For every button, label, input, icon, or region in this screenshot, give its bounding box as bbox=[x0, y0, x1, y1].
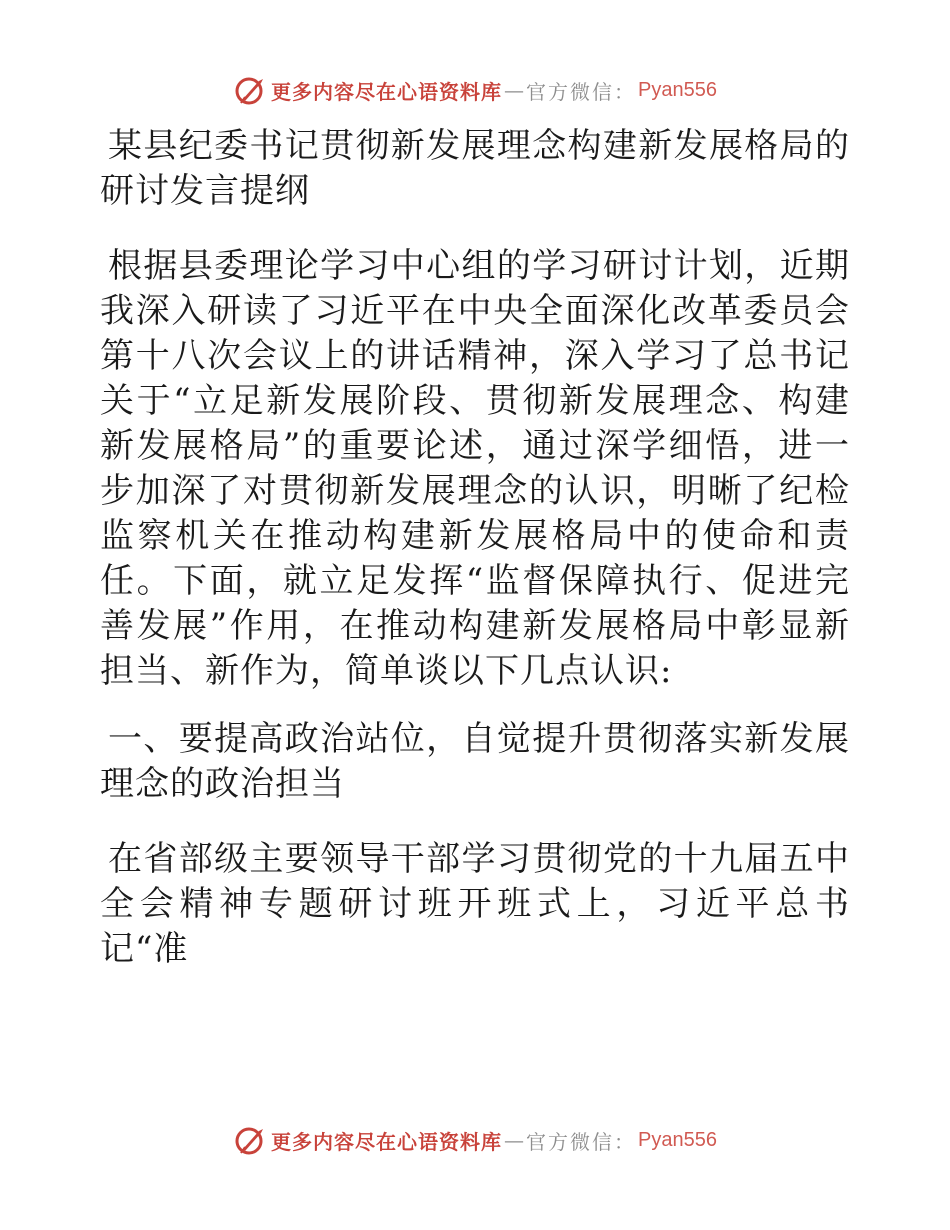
watermark-official-label: 官方微信： bbox=[526, 79, 637, 104]
watermark-banner-bottom bbox=[0, 1120, 950, 1160]
quill-logo-icon bbox=[233, 73, 267, 107]
watermark-account: Pyan556 bbox=[638, 78, 717, 101]
watermark-official-label: 官方微信： bbox=[526, 1129, 637, 1154]
watermark-account: Pyan556 bbox=[638, 1128, 717, 1151]
watermark-brand: 更多内容尽在心语资料库 bbox=[271, 79, 503, 104]
watermark-separator: — bbox=[504, 1128, 525, 1152]
document-body bbox=[100, 124, 850, 972]
quill-logo-icon bbox=[233, 1123, 267, 1157]
watermark-brand: 更多内容尽在心语资料库 bbox=[271, 1129, 503, 1154]
intro-paragraph: 根据县委理论学习中心组的学习研讨计划，近期我深入研读了习近平在中央全面深化改革委员会第十八次会议上的讲话精神，深入学习了总书记关于“立足新发展阶段、贯彻新发展理念、构建新发展格局”的重要论述，通过深学细悟，进一步加深了对贯彻新发展理念的认识，明晰了纪检监察机关在推动构建新发展格局中的使命和责任。下面，就立足发挥“监督保障执行、促进完善发展”作用，在推动构建新发展格局中彰显新担当、新作为，简单谈以下几点认识: bbox=[100, 246, 850, 691]
section-heading: 一、要提高政治站位，自觉提升贯彻落实新发展理念的政治担当 bbox=[100, 719, 850, 804]
watermark-banner-top bbox=[0, 70, 950, 110]
watermark-separator: — bbox=[504, 78, 525, 102]
document-title: 某县纪委书记贯彻新发展理念构建新发展格局的研讨发言提纲 bbox=[100, 126, 850, 211]
section-paragraph: 在省部级主要领导干部学习贯彻党的十九届五中全会精神专题研讨班开班式上，习近平总书记“准 bbox=[100, 839, 850, 969]
